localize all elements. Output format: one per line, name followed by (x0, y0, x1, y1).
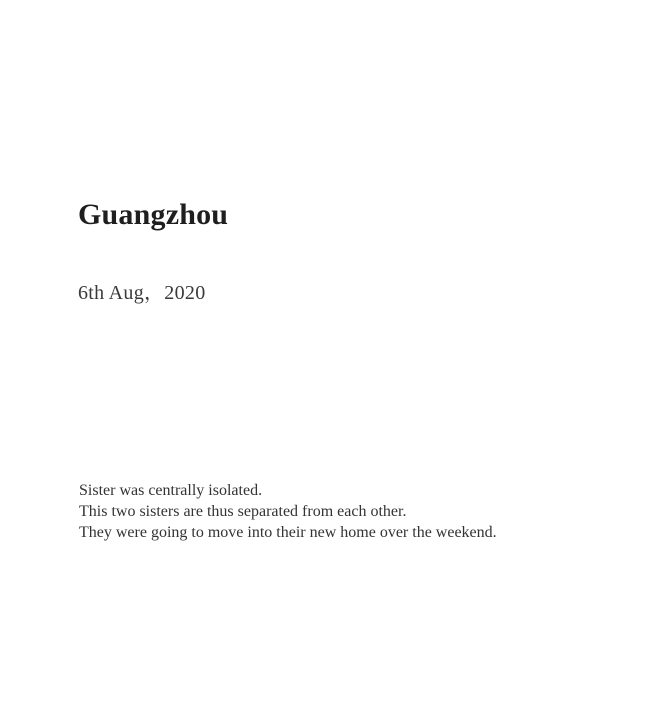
date-line: 6th Aug，2020 (78, 282, 206, 304)
body-line-3: They were going to move into their new home over the weekend. (79, 524, 497, 541)
body-line-1: Sister was centrally isolated. (79, 482, 263, 499)
body-paragraph (79, 480, 497, 543)
page-title: Guangzhou (78, 198, 229, 231)
body-line-2: This two sisters are thus separated from each other. (79, 503, 407, 520)
